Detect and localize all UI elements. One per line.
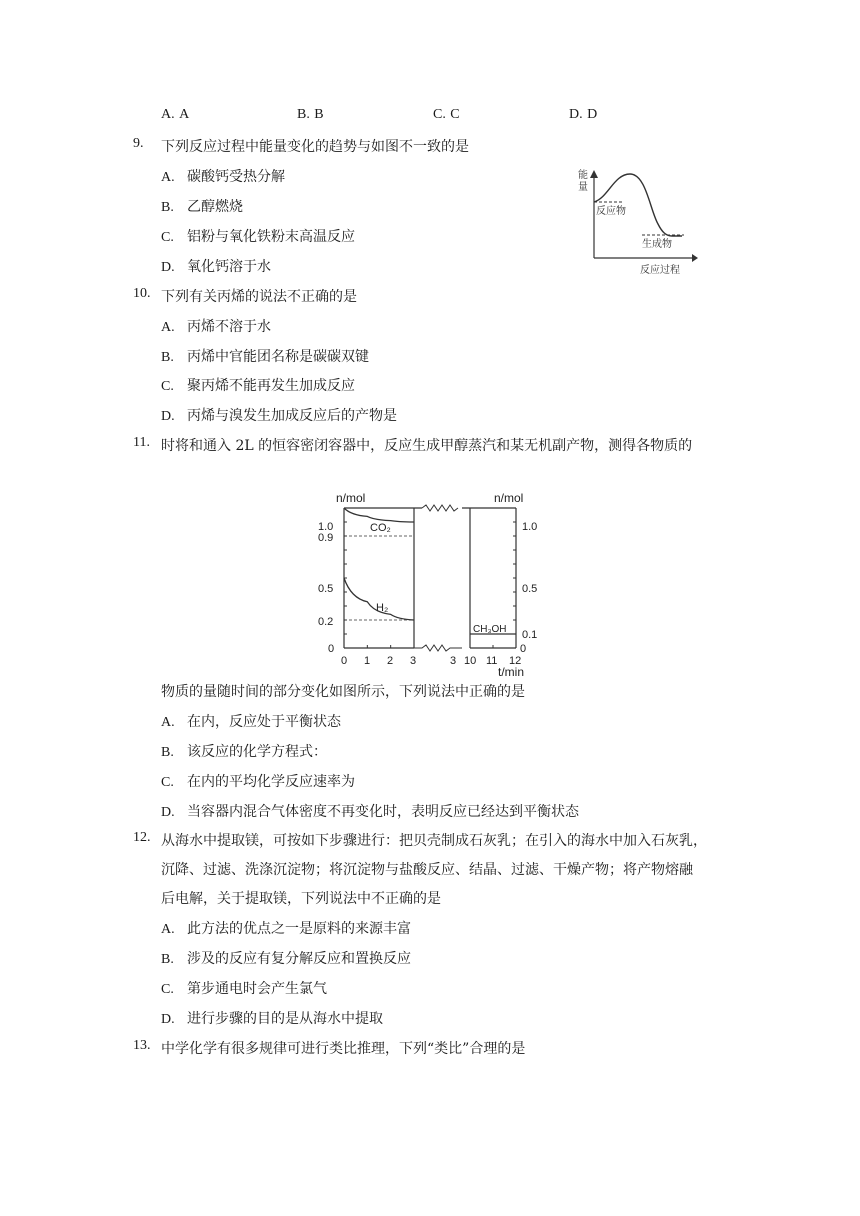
q12-option-d: D. 进行步骤的目的是从海水中提取 — [161, 1011, 383, 1027]
q11-option-a: A. 在内，反应处于平衡状态 — [161, 714, 341, 730]
q9-number: 9. — [133, 136, 144, 151]
q12-line2: 沉降、过滤、洗涤沉淀物；将沉淀物与盐酸反应、结晶、过滤、干燥产物；将产物熔融 — [161, 862, 693, 878]
q13-number: 13. — [133, 1038, 151, 1053]
axis-break-bottom — [414, 645, 462, 651]
q11-option-c: C. 在内的平均化学反应速率为 — [161, 774, 355, 790]
q12-number: 12. — [133, 830, 151, 845]
q12-option-b: B. 涉及的反应有复分解反应和置换反应 — [161, 951, 411, 967]
ytick-right-0.5: 0.5 — [522, 583, 538, 595]
q8-option-d: D. D — [569, 107, 598, 122]
q10-stem: 下列有关丙烯的说法不正确的是 — [161, 289, 357, 305]
q10-option-c: C. 聚丙烯不能再发生加成反应 — [161, 378, 355, 394]
q10-number: 10. — [133, 286, 151, 301]
xtick-12: 12 — [509, 655, 522, 667]
ytick-right-0: 0 — [520, 643, 527, 655]
energy-ylabel-2: 量 — [578, 182, 588, 193]
q12-line1: 从海水中提取镁，可按如下步骤进行：把贝壳制成石灰乳；在引入的海水中加入石灰乳， — [161, 833, 707, 849]
xtick-1: 1 — [364, 655, 371, 667]
q8-option-c: C. C — [433, 107, 460, 122]
xtick-10: 10 — [464, 655, 477, 667]
xtick-3b: 3 — [450, 655, 457, 667]
q9-option-c: C. 铝粉与氧化铁粉末高温反应 — [161, 229, 355, 245]
xtick-2: 2 — [387, 655, 394, 667]
ytick-left-0.5: 0.5 — [318, 583, 334, 595]
series-label-co2: CO₂ — [370, 522, 391, 534]
q9-option-a: A. 碳酸钙受热分解 — [161, 169, 285, 185]
q13-stem: 中学化学有很多规律可进行类比推理，下列“类比”合理的是 — [161, 1041, 526, 1057]
q11-number: 11. — [133, 435, 150, 450]
energy-xlabel: 反应过程 — [640, 265, 680, 276]
energy-product-label: 生成物 — [642, 239, 672, 250]
energy-ylabel-1: 能 — [578, 170, 588, 181]
ytick-left-0.9: 0.9 — [318, 532, 334, 544]
q11-stem: 时将和通入 2L 的恒容密闭容器中，反应生成甲醇蒸汽和某无机副产物，测得各物质的 — [161, 438, 693, 454]
series-label-ch3oh: CH₃OH — [473, 624, 507, 635]
q11-option-b: B. 该反应的化学方程式： — [161, 744, 327, 760]
q12-line3: 后电解，关于提取镁，下列说法中不正确的是 — [161, 891, 441, 907]
q10-option-a: A. 丙烯不溶于水 — [161, 319, 271, 335]
axis-break-top — [422, 505, 458, 511]
q9-option-d: D. 氧化钙溶于水 — [161, 259, 271, 275]
energy-reactant-label: 反应物 — [596, 206, 626, 217]
q12-option-a: A. 此方法的优点之一是原料的来源丰富 — [161, 921, 411, 937]
ytick-left-0: 0 — [328, 643, 335, 655]
q8-option-a: A. A — [161, 107, 190, 122]
series-label-h2: H₂ — [376, 602, 389, 614]
chart-xlabel: t/min — [498, 665, 525, 679]
q11-option-d: D. 当容器内混合气体密度不再变化时，表明反应已经达到平衡状态 — [161, 804, 579, 820]
q11-stem-2: 物质的量随时间的部分变化如图所示，下列说法中正确的是 — [161, 684, 525, 700]
q12-option-c: C. 第步通电时会产生氯气 — [161, 981, 327, 997]
q9-stem: 下列反应过程中能量变化的趋势与如图不一致的是 — [161, 139, 469, 155]
ytick-left-1.0: 1.0 — [318, 521, 334, 533]
xtick-11: 11 — [486, 655, 498, 667]
energy-diagram — [574, 162, 704, 280]
q10-option-b: B. 丙烯中官能团名称是碳碳双键 — [161, 349, 369, 365]
xtick-0: 0 — [341, 655, 348, 667]
q9-option-b: B. 乙醇燃烧 — [161, 199, 243, 215]
q8-option-b: B. B — [297, 107, 324, 122]
ytick-left-0.2: 0.2 — [318, 616, 334, 628]
ytick-right-1.0: 1.0 — [522, 521, 538, 533]
chart-ylabel-left: n/mol — [336, 491, 366, 505]
energy-curve — [594, 174, 682, 236]
mol-time-chart — [310, 486, 550, 682]
chart-ylabel-right: n/mol — [494, 491, 524, 505]
xtick-3: 3 — [410, 655, 417, 667]
series-line-0 — [344, 508, 414, 522]
ytick-right-0.1: 0.1 — [522, 629, 538, 641]
q10-option-d: D. 丙烯与溴发生加成反应后的产物是 — [161, 408, 397, 424]
